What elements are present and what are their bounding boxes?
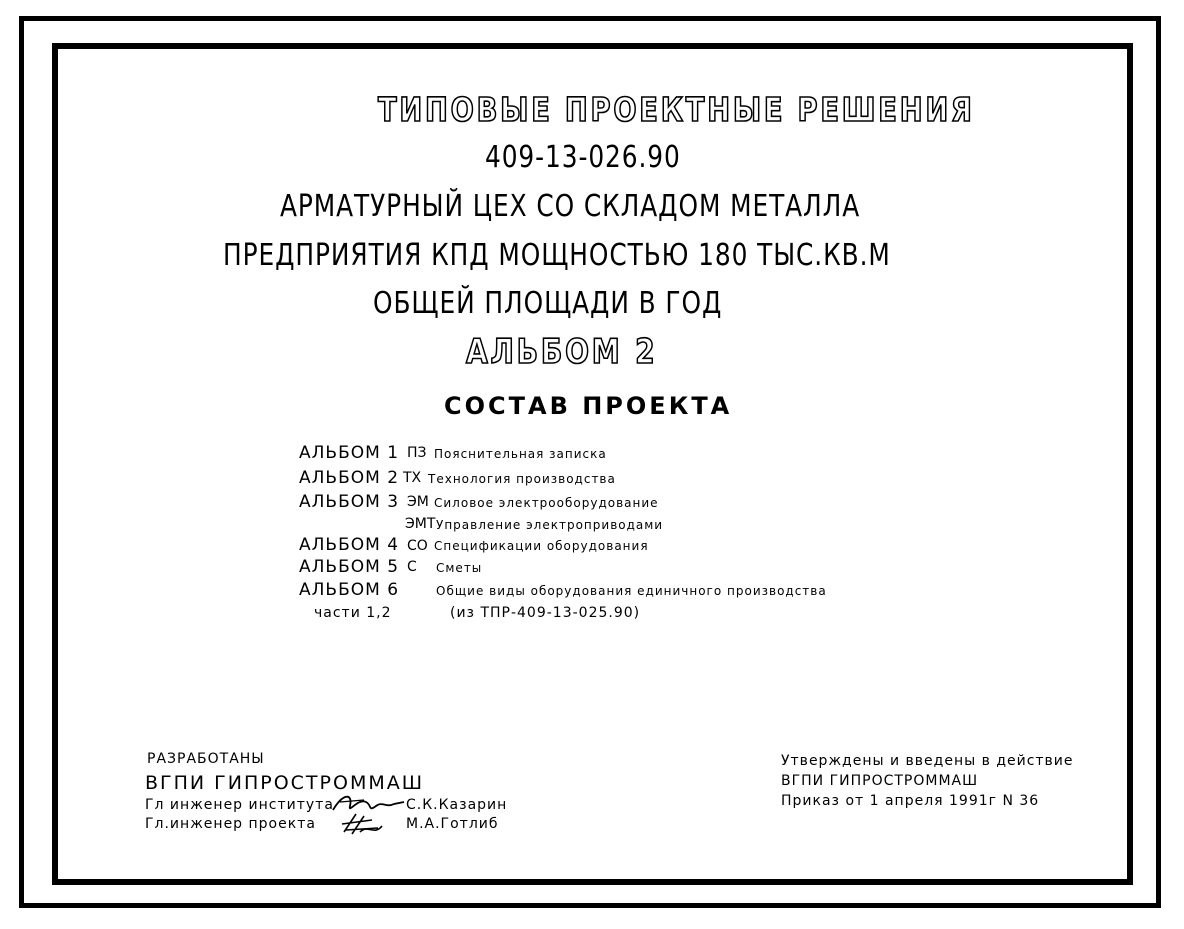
chief-project-role: Гл.инженер проекта xyxy=(145,816,316,832)
approved-line-1: Утверждены и введены в действие xyxy=(781,753,1074,769)
composition-album: АЛЬБОМ 3 xyxy=(299,492,400,512)
composition-code: ПЗ xyxy=(407,445,427,461)
approved-line-2: ВГПИ ГИПРОСТРОММАШ xyxy=(781,773,979,789)
composition-album: АЛЬБОМ 5 xyxy=(299,557,400,577)
approved-line-3: Приказ от 1 апреля 1991г N 36 xyxy=(781,793,1040,809)
title-code: 409-13-026.90 xyxy=(485,140,681,175)
composition-code: ТХ xyxy=(403,470,422,486)
signature-gotlib xyxy=(338,810,388,838)
composition-parts-ref: (из ТПР-409-13-025.90) xyxy=(450,605,641,621)
title-line-1: АРМАТУРНЫЙ ЦЕХ СО СКЛАДОМ МЕТАЛЛА xyxy=(280,189,861,224)
composition-parts-label: части 1,2 xyxy=(314,605,392,621)
chief-institute-role: Гл инженер института xyxy=(145,797,334,813)
composition-album: АЛЬБОМ 6 xyxy=(299,580,400,600)
composition-code: ЭМТ xyxy=(405,516,436,532)
developed-org: ВГПИ ГИПРОСТРОММАШ xyxy=(145,772,425,794)
composition-code: С xyxy=(407,559,417,575)
composition-album: АЛЬБОМ 1 xyxy=(299,443,400,463)
composition-desc: Управление электроприводами xyxy=(436,518,664,532)
composition-desc: Силовое электрооборудование xyxy=(434,496,659,510)
composition-desc: Технология производства xyxy=(428,472,616,486)
title-line-2: ПРЕДПРИЯТИЯ КПД МОЩНОСТЬЮ 180 ТЫС.КВ.М xyxy=(223,238,891,273)
composition-desc: Пояснительная записка xyxy=(434,447,607,461)
composition-heading: СОСТАВ ПРОЕКТА xyxy=(444,392,733,420)
composition-desc: Сметы xyxy=(436,561,483,575)
chief-project-name: М.А.Готлиб xyxy=(406,816,499,832)
title-album: АЛЬБОМ 2 xyxy=(466,332,658,372)
composition-desc: Общие виды оборудования единичного производства xyxy=(436,584,827,598)
title-line-3: ОБЩЕЙ ПЛОЩАДИ В ГОД xyxy=(373,286,723,321)
chief-institute-name: С.К.Казарин xyxy=(406,797,508,813)
composition-desc: Спецификации оборудования xyxy=(434,539,649,553)
title-series: ТИПОВЫЕ ПРОЕКТНЫЕ РЕШЕНИЯ xyxy=(378,90,975,129)
composition-code: СО xyxy=(407,538,428,554)
developed-label: РАЗРАБОТАНЫ xyxy=(147,751,265,767)
composition-album: АЛЬБОМ 4 xyxy=(299,535,400,555)
composition-code: ЭМ xyxy=(407,494,429,510)
composition-album: АЛЬБОМ 2 xyxy=(299,468,400,488)
